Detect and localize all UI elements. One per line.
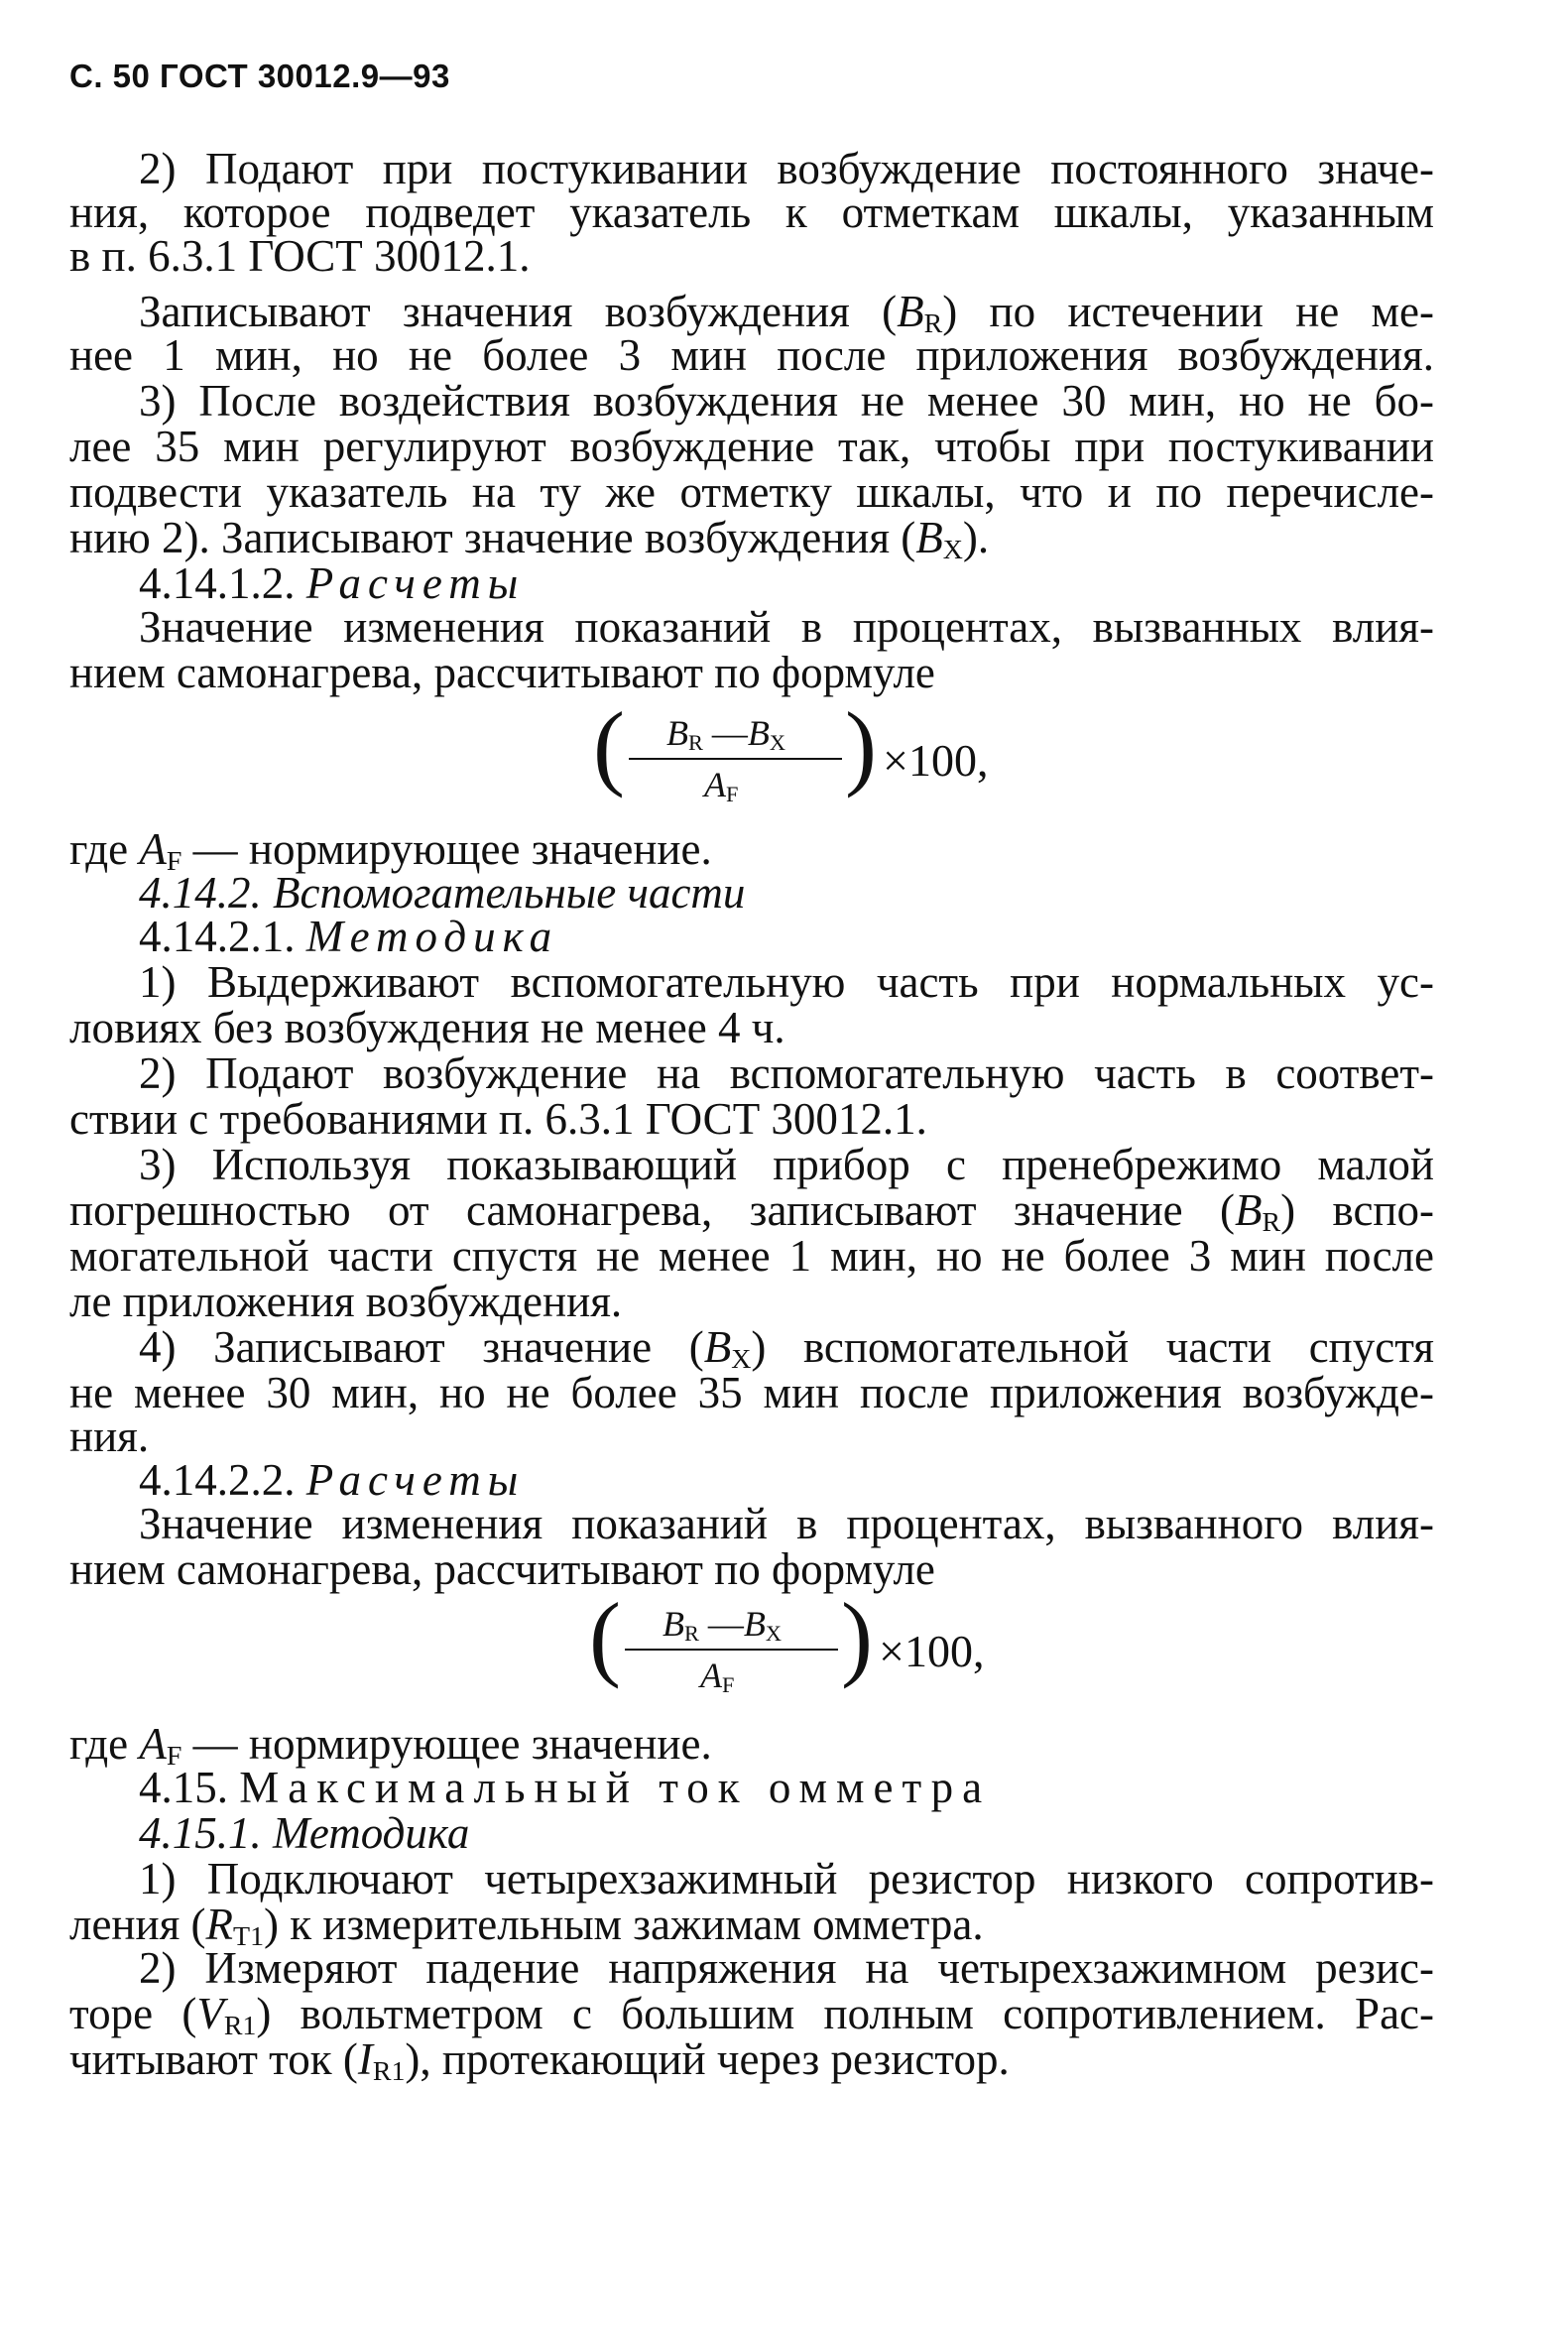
formula-multiplier: ×100, [879,1626,985,1676]
text-line: нием самонагрева, рассчитывают по формуле [69,1544,935,1594]
formula [589,1583,1006,1702]
formula [593,692,1010,811]
open-paren: ( [593,692,625,798]
text-line: ния, которое подведет указатель к отметкам шкалы, указанным [69,187,1434,237]
text-line: нее 1 мин, но не более 3 мин после приложения возбуждения. [69,330,1434,380]
section-heading: 4.15. Максимальный ток омметра [139,1763,992,1812]
text-line: 3) Используя показывающий прибор с пренебрежимо малой [139,1140,1434,1189]
section-heading: 4.14.2. Вспомогательные части [139,868,746,918]
fraction-bar [625,1649,838,1651]
text-line: ления $(R_{T1})$ к измерительным зажимам омметра. [69,1900,984,1953]
text-line: лее 35 мин регулируют возбуждение так, чтобы при постукивании [69,422,1434,471]
text-line: могательной части спустя не менее 1 мин, но не более 3 мин после [69,1231,1434,1281]
text-line: 2) Подают возбуждение на вспомогательную часть в соответ- [139,1048,1434,1098]
text-line: ния. [69,1411,150,1461]
section-heading: 4.15.1. Методика [139,1808,470,1858]
text-line: 3) После воздействия возбуждения не менее 30 мин, но не бо- [139,376,1434,426]
formula-denominator: $A_F$ [700,1656,735,1697]
text-line: Значение изменения показаний в процентах, вызванного влия- [139,1499,1434,1548]
text-line: 1) Выдерживают вспомогательную часть при нормальных ус- [139,957,1434,1007]
text-line: где $A_F$ — нормирующее значение. [69,1719,712,1773]
section-heading: 4.14.2.1. Методика [139,912,559,961]
text-line: нию 2). Записывают значение возбуждения $(B_X)$. [69,513,990,566]
page-header: С. 50 ГОСТ 30012.9—93 [69,58,450,94]
text-line: ловиях без возбуждения не менее 4 ч. [69,1003,785,1052]
text-line: ле приложения возбуждения. [69,1277,623,1326]
text-line: в п. 6.3.1 ГОСТ 30012.1. [69,231,531,281]
formula-numerator: $B_R$ $—B_X$ [663,1604,783,1646]
text-line: ствии с требованиями п. 6.3.1 ГОСТ 30012.1. [69,1094,927,1144]
text-line: 4) Записывают значение $(B_X)$ вспомогательной части спустя [139,1322,1434,1376]
text-line: где $A_F$ — нормирующее значение. [69,824,712,878]
text-line: 2) Измеряют падение напряжения на четырехзажимном резис- [139,1943,1434,1993]
text-line: нием самонагрева, рассчитывают по формуле [69,648,935,697]
text-line: Записывают значения возбуждения $(B_R)$ по истечении не ме- [139,287,1434,340]
text-line: Значение изменения показаний в процентах, вызванных влия- [139,602,1434,652]
open-paren: ( [589,1583,621,1689]
text-line: торе $(V_{R1})$ вольтметром с большим полным сопротивлением. Рас- [69,1989,1434,2042]
text-line: 1) Подключают четырехзажимный резистор низкого сопротив- [139,1854,1434,1903]
text-line: подвести указатель на ту же отметку шкалы, что и по перечисле- [69,467,1434,517]
text-line: 2) Подают при постукивании возбуждение постоянного значе- [139,144,1434,193]
text-line: читывают ток $(I_{R1})$, протекающий через резистор. [69,2034,1010,2088]
formula-numerator: $B_R$ $—B_X$ [666,713,786,755]
text-line: не менее 30 мин, но не более 35 мин после приложения возбужде- [69,1368,1434,1417]
section-heading: 4.14.1.2. Расчеты [139,558,526,608]
text-line: погрешностью от самонагрева, записывают значение $(B_R)$ вспо- [69,1185,1435,1239]
formula-multiplier: ×100, [883,735,989,786]
close-paren: ) [845,692,877,798]
formula-denominator: $A_F$ [704,765,739,806]
fraction-bar [629,758,842,760]
section-heading: 4.14.2.2. Расчеты [139,1455,526,1505]
close-paren: ) [841,1583,873,1689]
